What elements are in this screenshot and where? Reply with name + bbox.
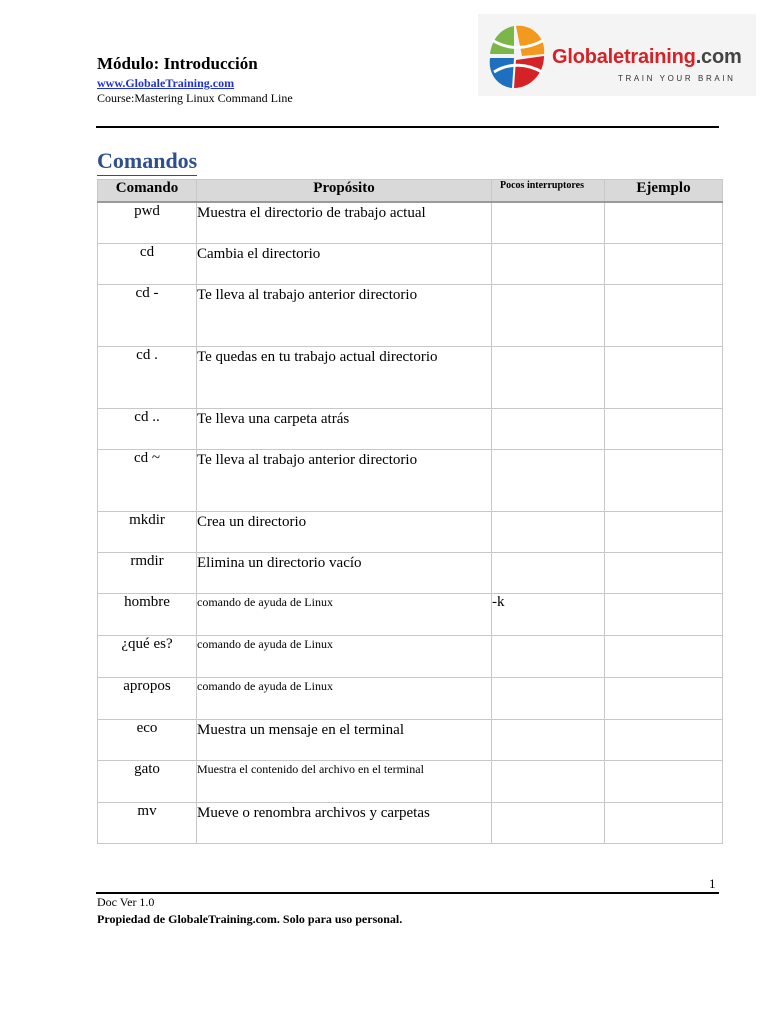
example-cell (605, 285, 723, 347)
footer-divider (96, 892, 719, 894)
example-cell (605, 636, 723, 678)
purpose-cell: Muestra un mensaje en el terminal (197, 720, 492, 761)
table-row (98, 202, 723, 244)
command-cell: pwd (98, 202, 197, 244)
column-header-purpose: Propósito (197, 180, 492, 203)
commands-table (97, 179, 723, 844)
header-divider (96, 126, 719, 128)
purpose-cell: Te lleva una carpeta atrás (197, 409, 492, 450)
command-cell: cd . (98, 347, 197, 409)
table-row (98, 512, 723, 553)
module-title: Módulo: Introducción (97, 54, 258, 73)
globe-logo-icon (486, 20, 550, 92)
table-row (98, 761, 723, 803)
example-cell (605, 803, 723, 844)
example-cell (605, 761, 723, 803)
example-cell (605, 512, 723, 553)
command-cell: cd - (98, 285, 197, 347)
switches-cell (492, 285, 605, 347)
command-cell: cd ~ (98, 450, 197, 512)
command-cell: cd (98, 244, 197, 285)
table-row (98, 594, 723, 636)
table-row (98, 285, 723, 347)
command-cell: ¿qué es? (98, 636, 197, 678)
globaletraining-logo (478, 14, 756, 96)
example-cell (605, 244, 723, 285)
switches-cell (492, 450, 605, 512)
purpose-cell: Te lleva al trabajo anterior directorio (197, 450, 492, 512)
table-row (98, 347, 723, 409)
purpose-cell: Elimina un directorio vacío (197, 553, 492, 594)
command-cell: eco (98, 720, 197, 761)
switches-cell (492, 244, 605, 285)
command-cell: mv (98, 803, 197, 844)
command-cell: cd .. (98, 409, 197, 450)
property-notice: Propiedad de GlobaleTraining.com. Solo para uso personal. (97, 912, 403, 926)
example-cell (605, 553, 723, 594)
doc-version: Doc Ver 1.0 (97, 895, 155, 909)
purpose-cell: Cambia el directorio (197, 244, 492, 285)
switches-cell (492, 202, 605, 244)
example-cell (605, 720, 723, 761)
column-header-command: Comando (98, 180, 197, 203)
switches-cell (492, 409, 605, 450)
command-cell: hombre (98, 594, 197, 636)
switches-cell (492, 636, 605, 678)
table-row (98, 553, 723, 594)
example-cell (605, 347, 723, 409)
page-number: 1 (709, 876, 716, 891)
table-row (98, 450, 723, 512)
purpose-cell: comando de ayuda de Linux (197, 636, 492, 678)
purpose-cell: Te lleva al trabajo anterior directorio (197, 285, 492, 347)
logo-tagline: TRAIN YOUR BRAIN (618, 74, 736, 83)
command-cell: apropos (98, 678, 197, 720)
table-row (98, 678, 723, 720)
section-title: Comandos (97, 147, 197, 176)
logo-name: Globaletraining.com (552, 46, 742, 68)
table-row (98, 803, 723, 844)
document-header (97, 54, 293, 106)
switches-cell (492, 553, 605, 594)
switches-cell (492, 678, 605, 720)
command-cell: gato (98, 761, 197, 803)
purpose-cell: Mueve o renombra archivos y carpetas (197, 803, 492, 844)
example-cell (605, 450, 723, 512)
column-header-switches: Pocos interruptores (492, 180, 605, 203)
purpose-cell: Crea un directorio (197, 512, 492, 553)
purpose-cell: comando de ayuda de Linux (197, 594, 492, 636)
example-cell (605, 678, 723, 720)
command-cell: mkdir (98, 512, 197, 553)
purpose-cell: Muestra el directorio de trabajo actual (197, 202, 492, 244)
switches-cell (492, 512, 605, 553)
table-header-row (98, 180, 723, 203)
command-cell: rmdir (98, 553, 197, 594)
purpose-cell: comando de ayuda de Linux (197, 678, 492, 720)
table-row (98, 636, 723, 678)
table-row (98, 720, 723, 761)
table-row (98, 409, 723, 450)
switches-cell: -k (492, 594, 605, 636)
purpose-cell: Te quedas en tu trabajo actual directorio (197, 347, 492, 409)
site-link[interactable]: www.GlobaleTraining.com (97, 76, 235, 90)
column-header-example: Ejemplo (605, 180, 723, 203)
switches-cell (492, 803, 605, 844)
switches-cell (492, 347, 605, 409)
course-name: Course:Mastering Linux Command Line (97, 91, 293, 105)
example-cell (605, 202, 723, 244)
example-cell (605, 409, 723, 450)
purpose-cell: Muestra el contenido del archivo en el terminal (197, 761, 492, 803)
example-cell (605, 594, 723, 636)
table-row (98, 244, 723, 285)
switches-cell (492, 720, 605, 761)
switches-cell (492, 761, 605, 803)
